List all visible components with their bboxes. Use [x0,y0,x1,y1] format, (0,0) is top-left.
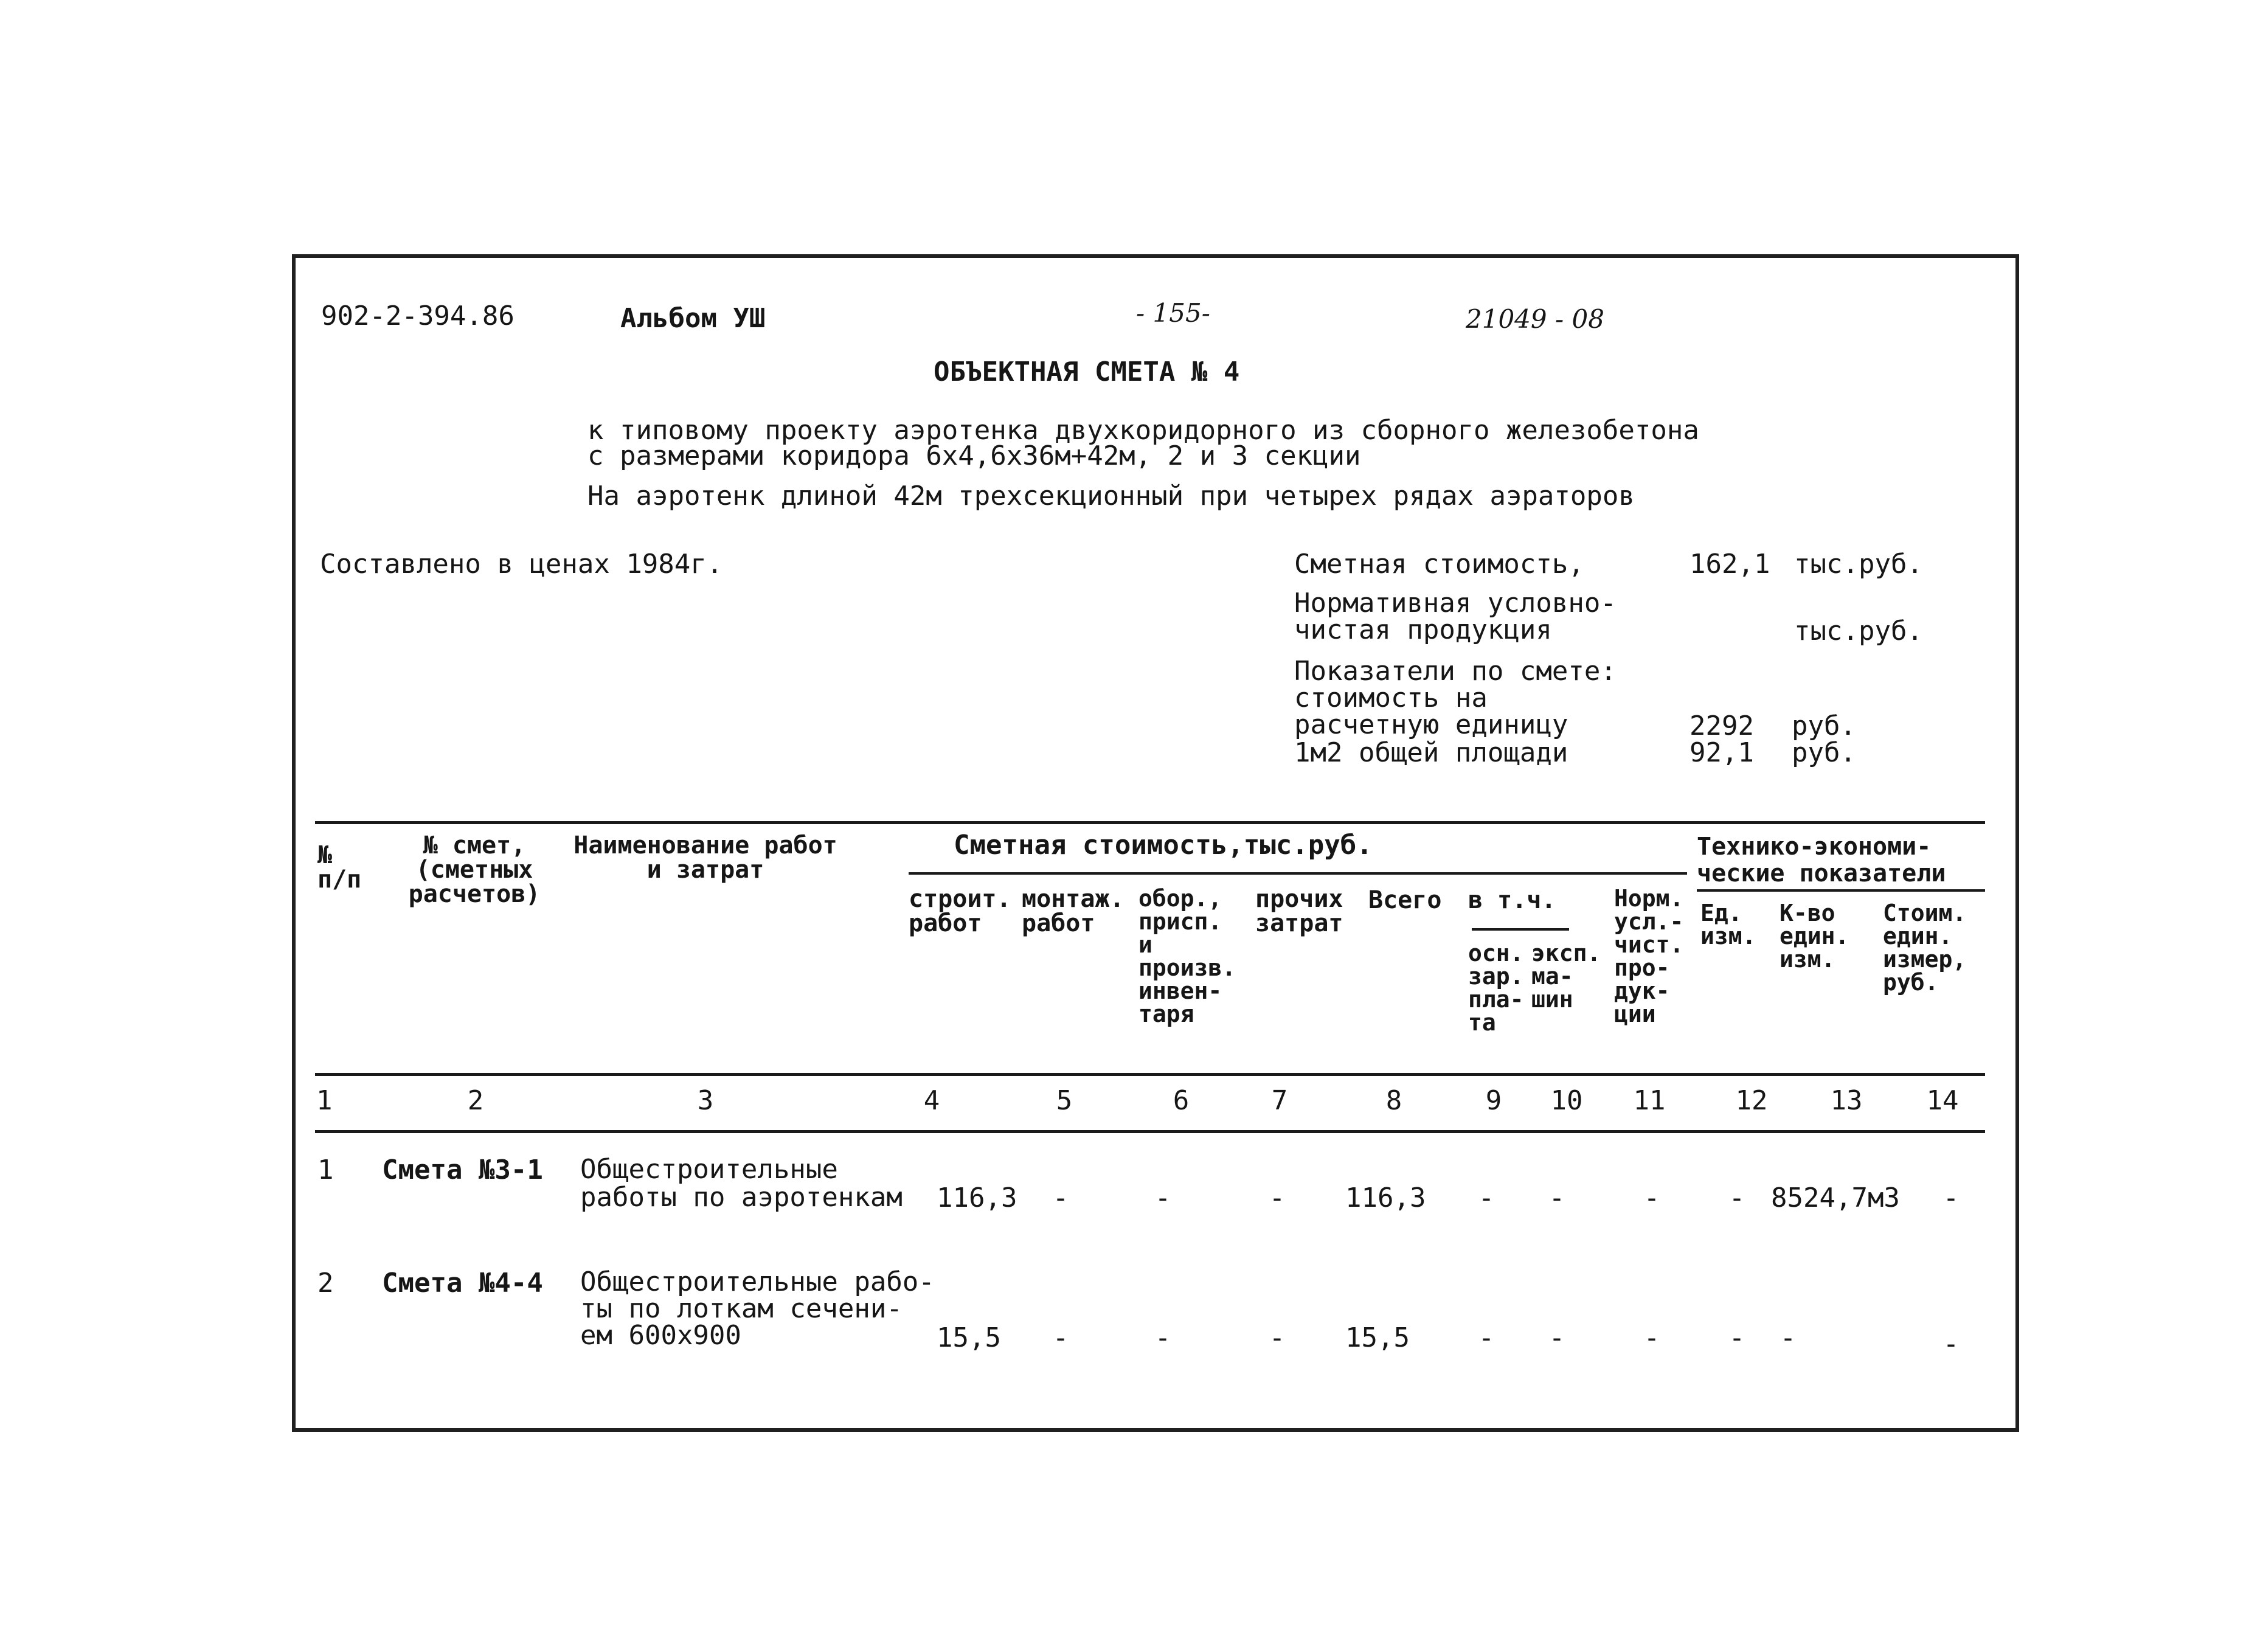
row-equipment-cost: - [1154,1182,1171,1213]
col-num-12: 12 [1735,1085,1768,1116]
subtitle-line-2: с размерами коридора 6х4,6х36м+42м, 2 и 3 секции [587,440,1361,471]
row-work-name: Общестроительные работы по аэротенкам [580,1154,903,1213]
col-num-1: 1 [316,1085,333,1116]
col-num-10: 10 [1550,1085,1583,1116]
row-salary: - [1478,1322,1495,1353]
row-other-cost: - [1269,1182,1286,1213]
col-num-2: 2 [467,1085,484,1116]
col-header-norm: Норм. усл.- чист. про- дук- ции [1614,885,1684,1027]
indicator-value: 2292 [1689,710,1754,741]
col-group-tech: Технико-экономи- ческие показатели [1697,833,1946,887]
col-header-quantity: К-во един. изм. [1780,900,1849,973]
row-total-cost: 116,3 [1345,1182,1426,1213]
cost-label: Сметная стоимость, [1294,549,1584,580]
row-number: 1 [317,1154,334,1185]
table-top-rule [315,821,1985,824]
col-header-total: Всего [1368,886,1442,914]
row-norm-product: - [1643,1182,1660,1213]
col-header-smeta: № смет, (сметных расчетов) [408,831,541,908]
col-header-unit: Ед. изм. [1700,900,1756,949]
area-unit: руб. [1792,737,1856,768]
col-num-6: 6 [1173,1085,1190,1116]
row-installation-cost: - [1052,1182,1069,1213]
col-header-other: прочих затрат [1255,885,1343,937]
prices-note: Составлено в ценах 1984г. [320,549,723,580]
page-number: - 155- [1136,298,1210,328]
col-header-construction: строит. работ [909,885,1011,937]
row-unit: - [1728,1322,1745,1353]
tech-group-rule [1697,889,1985,892]
row-unit-cost: - [1942,1328,1960,1359]
indicators-label: Показатели по смете: стоимость на расчетную единицу [1294,656,1617,740]
cost-unit: тыс.руб. [1794,549,1923,580]
norm-label: Нормативная условно- чистая продукция [1294,588,1617,645]
row-norm-product: - [1643,1322,1660,1353]
col-header-equipment: обор., присп. и произв. инвен- таря [1138,885,1236,1027]
col-header-unit-cost: Стоим. един. измер, руб. [1883,900,1967,996]
row-construction-cost: 15,5 [937,1322,1001,1353]
col-num-13: 13 [1830,1085,1863,1116]
row-smeta: Смета №4-4 [382,1268,543,1299]
row-other-cost: - [1269,1322,1286,1353]
subtitle-line-3: На аэротенк длиной 42м трехсекционный при четырех рядах аэраторов [587,481,1635,512]
incl-rule [1472,928,1569,931]
row-construction-cost: 116,3 [937,1182,1017,1213]
row-unit-cost: - [1942,1182,1960,1213]
subtitle-line-1: к типовому проекту аэротенка двухкоридорного из сборного железобетона [587,415,1699,446]
row-salary: - [1478,1182,1495,1213]
col-num-3: 3 [697,1085,714,1116]
area-value: 92,1 [1689,737,1754,768]
row-number: 2 [317,1268,334,1299]
row-smeta: Смета №3-1 [382,1154,543,1185]
row-total-cost: 15,5 [1345,1322,1410,1353]
row-work-name: Общестроительные рабо- ты по лоткам сечени- ем 600х900 [580,1266,935,1351]
row-quantity: - [1780,1322,1797,1353]
col-num-8: 8 [1385,1085,1402,1116]
row-machines: - [1548,1182,1565,1213]
numbers-bottom-rule [315,1130,1985,1133]
indicator-unit: руб. [1792,710,1856,741]
header-bottom-rule [315,1073,1985,1076]
document-title: ОБЪЕКТНАЯ СМЕТА № 4 [934,356,1240,387]
cost-group-rule [909,872,1687,875]
row-quantity: 8524,7м3 [1771,1182,1900,1213]
col-num-5: 5 [1056,1085,1073,1116]
row-machines: - [1548,1322,1565,1353]
album-label: Альбом УШ [620,303,766,334]
col-num-4: 4 [923,1085,940,1116]
archive-number: 21049 - 08 [1466,304,1604,334]
col-num-9: 9 [1485,1085,1502,1116]
col-group-cost: Сметная стоимость,тыс.руб. [954,830,1373,861]
row-unit: - [1728,1182,1745,1213]
col-header-machines: эксп. ма- шин [1531,940,1601,1013]
col-num-7: 7 [1271,1085,1288,1116]
col-header-salary: осн. зар. пла- та [1468,940,1524,1036]
col-header-including: в т.ч. [1468,886,1556,914]
col-header-number: № п/п [317,841,362,894]
col-num-11: 11 [1633,1085,1666,1116]
col-header-installation: монтаж. работ [1022,885,1125,937]
col-num-14: 14 [1926,1085,1959,1116]
doc-code: 902-2-394.86 [321,300,515,331]
norm-unit: тыс.руб. [1794,616,1923,647]
row-equipment-cost: - [1154,1322,1171,1353]
row-installation-cost: - [1052,1322,1069,1353]
col-header-name: Наименование работ и затрат [574,831,837,884]
cost-value: 162,1 [1689,549,1770,580]
area-label: 1м2 общей площади [1294,737,1568,768]
